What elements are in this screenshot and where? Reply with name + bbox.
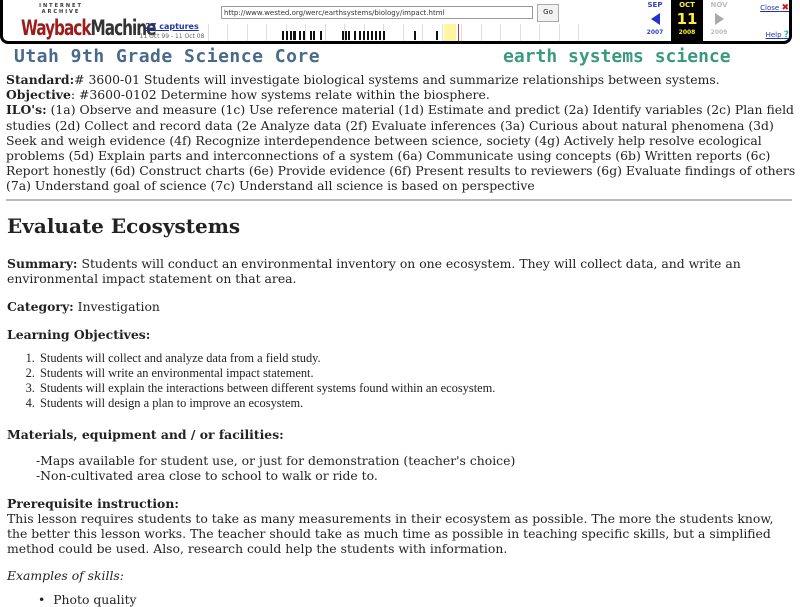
current-day: 11	[676, 10, 698, 28]
help-link[interactable]: Help ?	[765, 30, 789, 40]
materials-heading: Materials, equipment and / or facilities:	[7, 427, 284, 442]
captures-link[interactable]: 27 captures	[145, 22, 199, 31]
captures-range: 11 Oct 99 - 11 Oct 08	[139, 33, 205, 40]
site-title: Utah 9th Grade Science Core	[14, 46, 321, 67]
prev-arrow-icon[interactable]	[651, 13, 660, 25]
list-item: 3. Students will explain the interactions between different systems found within an ecosystem.	[38, 381, 495, 396]
prereq-text: This lesson requires students to take as many measurements in their ecosystem as possible. The more the students know, the better this lesson works. The teacher should take as much time as possible in teaching specific skills, but a simplified method could be used. Also, research could help the students with information.	[7, 511, 774, 556]
materials-list	[36, 453, 515, 483]
site-subtitle: earth systems science	[503, 46, 731, 67]
next-arrow-icon	[715, 13, 724, 25]
close-icon[interactable]: ✖	[781, 3, 789, 13]
ilo-line: ILO's: (1a) Observe and measure (1c) Use reference material (1d) Estimate and predict (2a) Identify variables (2c) Plan field studies (2d) Collect and record data (2e Analyze data (2f) Evaluate inferences (3a) Curious about natural phenomena (3d) Seek and weigh evidence (4f) Recognize interdependence between science, society (4g) Actively help resolve ecological problems (5d) Explain parts and interconnections of a system (6a) Communicate using concepts (6b) Written reports (6c) Report honestly (6d) Construct charts (6e) Provide evidence (6f) Present results to reviewers (6g) Evaluate findings of others (7a) Understand goal of science (7c) Understand all science is based on perspective	[6, 102, 796, 194]
logo-main-text: WaybackMachine	[21, 16, 156, 42]
close-link[interactable]: Close ✖	[760, 3, 789, 13]
current-month: OCT	[679, 1, 695, 9]
objective-line: Objective: #3600-0102 Determine how systems relate within the biosphere.	[6, 87, 490, 103]
standard-line: Standard:# 3600-01 Students will investigate biological systems and summarize relationships between systems.	[6, 72, 720, 87]
captures-info	[131, 22, 213, 42]
divider	[6, 199, 792, 201]
list-item: 4. Students will design a plan to improve an ecosystem.	[38, 396, 495, 411]
list-item: 1. Students will collect and analyze data from a field study.	[38, 351, 495, 366]
category: Category: Investigation	[7, 299, 160, 314]
prereq-heading: Prerequisite instruction:	[7, 496, 179, 511]
list-item: -Maps available for student use, or just for demonstration (teacher's choice)	[36, 453, 516, 468]
summary: Summary: Students will conduct an environmental inventory on one ecosystem. They will collect data, and write an environmental impact statement on that area.	[7, 256, 741, 286]
current-capture	[671, 0, 703, 44]
current-year: 2008	[678, 29, 696, 36]
standards-block	[6, 72, 796, 194]
next-year: 2009	[710, 29, 728, 36]
logo-top-text: INTERNET ARCHIVE	[39, 3, 83, 15]
list-item: 2. Students will write an environmental impact statement.	[38, 366, 495, 381]
prev-month: SEP	[647, 1, 663, 9]
next-capture	[703, 0, 735, 44]
objectives-list	[0, 351, 495, 411]
wayback-toolbar	[0, 0, 792, 44]
url-input[interactable]	[221, 6, 533, 19]
prev-year: 2007	[646, 29, 664, 36]
examples-heading: Examples of skills:	[7, 568, 124, 583]
prev-capture[interactable]	[639, 0, 671, 44]
list-item: • Photo quality	[38, 592, 137, 607]
wayback-logo[interactable]	[21, 3, 156, 42]
capture-timeline[interactable]	[203, 24, 583, 41]
help-icon[interactable]: ?	[783, 30, 789, 40]
lesson-title: Evaluate Ecosystems	[7, 214, 241, 238]
list-item: -Non-cultivated area close to school to walk or ride to.	[36, 468, 378, 483]
objectives-heading: Learning Objectives:	[7, 327, 151, 342]
next-month: NOV	[710, 1, 728, 9]
go-button[interactable]: Go	[537, 4, 559, 22]
date-navigator	[639, 0, 743, 44]
